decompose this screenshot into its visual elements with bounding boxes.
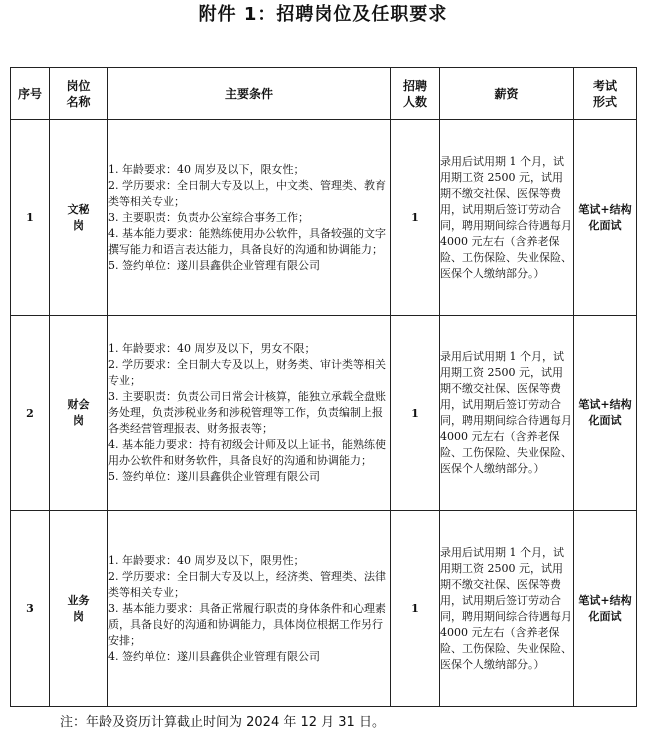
row-salary: 录用后试用期 1 个月，试用期工资 2500 元，试用期不缴交社保、医保等费用，试用期后签订劳动合同，聘用期间综合待遇每月 4000 元左右（含养老保险、工伤保险、失业保险、医保个人缴纳部分。）: [440, 120, 574, 316]
row-seq: 2: [11, 316, 50, 511]
condition-line: 2. 学历要求：全日制大专及以上，中文类、管理类、教育类等相关专业；: [108, 178, 386, 208]
table-header-row: [11, 68, 637, 120]
row-count: 1: [391, 120, 440, 316]
condition-line: 2. 学历要求：全日制大专及以上，财务类、审计类等相关专业；: [108, 358, 386, 387]
table-row: [11, 316, 637, 511]
row-position: 财会岗: [50, 316, 108, 511]
row-count: 1: [391, 511, 440, 707]
header-count: 招聘人数: [391, 68, 440, 120]
condition-line: 5. 签约单位：遂川县鑫供企业管理有限公司: [108, 258, 320, 272]
row-conditions: [108, 511, 391, 707]
row-count: 1: [391, 316, 440, 511]
row-conditions: [108, 120, 391, 316]
row-exam: 笔试+结构化面试: [574, 316, 637, 511]
condition-line: 4. 基本能力要求：能熟练使用办公软件，具备较强的文字撰写能力和语言表达能力，具备良好的沟通和协调能力；: [108, 226, 386, 256]
condition-line: 5. 签约单位：遂川县鑫供企业管理有限公司: [108, 470, 320, 483]
row-salary: 录用后试用期 1 个月，试用期工资 2500 元，试用期不缴交社保、医保等费用，试用期后签订劳动合同，聘用期间综合待遇每月 4000 元左右（含养老保险、工伤保险、失业保险、医保个人缴纳部分。）: [440, 316, 574, 511]
footnote: 注：年龄及资历计算截止时间为 2024 年 12 月 31 日。: [60, 715, 385, 730]
condition-line: 4. 签约单位：遂川县鑫供企业管理有限公司: [108, 649, 320, 663]
document-title: 附件 1：招聘岗位及任职要求: [198, 4, 448, 25]
header-exam: 考试形式: [574, 68, 637, 120]
header-salary: 薪资: [440, 68, 574, 120]
condition-line: 1. 年龄要求：40 周岁及以下，限男性；: [108, 553, 305, 567]
row-position: 文秘岗: [50, 120, 108, 316]
condition-line: 3. 主要职责：负责办公室综合事务工作；: [108, 210, 309, 224]
row-salary: 录用后试用期 1 个月，试用期工资 2500 元，试用期不缴交社保、医保等费用，试用期后签订劳动合同，聘用期间综合待遇每月 4000 元左右（含养老保险、工伤保险、失业保险、医保个人缴纳部分。）: [440, 511, 574, 707]
header-seq: 序号: [11, 68, 50, 120]
job-requirements-table: [10, 67, 637, 707]
condition-line: 1. 年龄要求：40 周岁及以下，男女不限；: [108, 342, 316, 355]
header-position: 岗位名称: [50, 68, 108, 120]
condition-line: 2. 学历要求：全日制大专及以上，经济类、管理类、法律类等相关专业；: [108, 569, 386, 599]
row-seq: 3: [11, 511, 50, 707]
row-exam: 笔试+结构化面试: [574, 120, 637, 316]
condition-line: 3. 基本能力要求：具备正常履行职责的身体条件和心理素质，具备良好的沟通和协调能力，具体岗位根据工作另行安排；: [108, 601, 386, 647]
table-row: [11, 120, 637, 316]
row-exam: 笔试+结构化面试: [574, 511, 637, 707]
header-conditions: 主要条件: [108, 68, 391, 120]
condition-line: 3. 主要职责：负责公司日常会计核算，能独立承载全盘账务处理，负责涉税业务和涉税管理等工作，负责编制上报各类经营管理报表、财务报表等；: [108, 390, 386, 435]
condition-line: 1. 年龄要求：40 周岁及以下，限女性；: [108, 162, 305, 176]
table-row: [11, 511, 637, 707]
condition-line: 4. 基本能力要求：持有初级会计师及以上证书，能熟练使用办公软件和财务软件，具备良好的沟通和协调能力；: [108, 438, 386, 467]
row-conditions: [108, 316, 391, 511]
row-seq: 1: [11, 120, 50, 316]
row-position: 业务岗: [50, 511, 108, 707]
